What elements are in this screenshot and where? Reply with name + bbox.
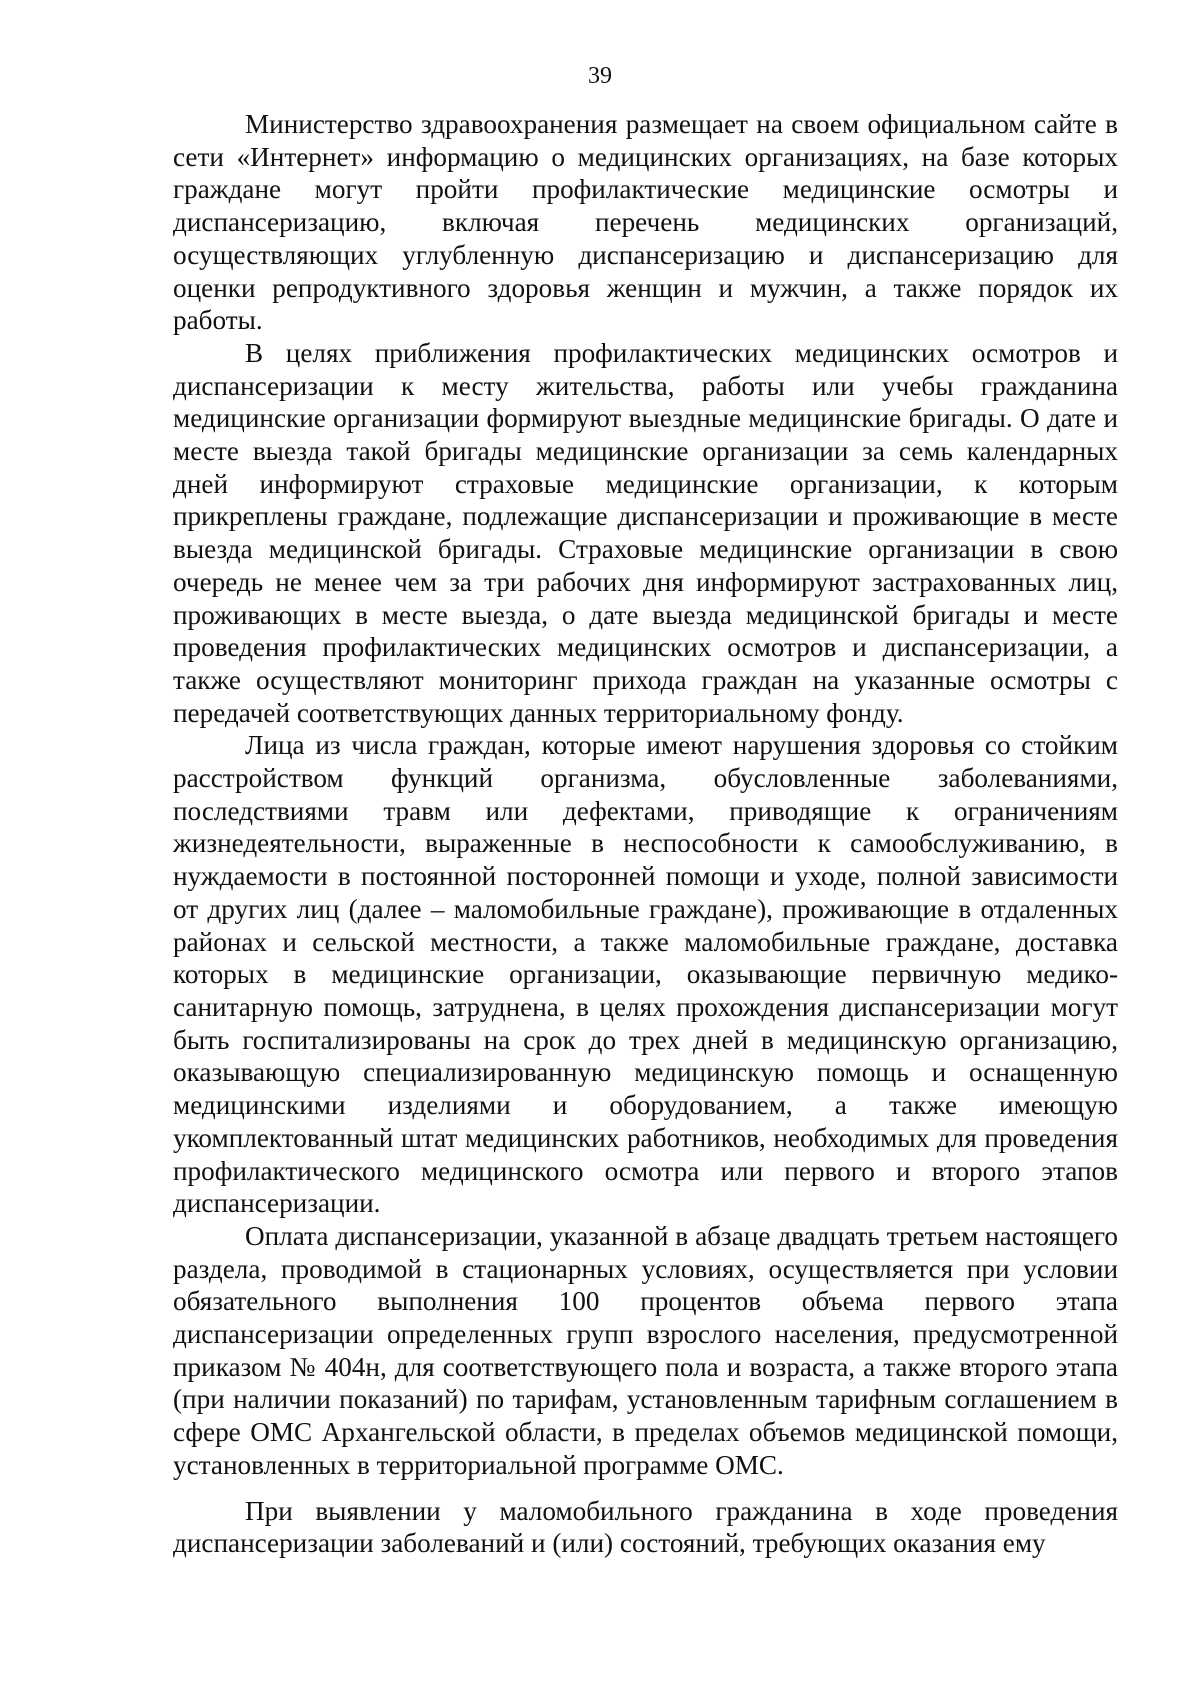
paragraph-detection-conditions: При выявлении у маломобильного гражданина в ходе проведения диспансеризации заболеваний и (или) состояний, требующих оказания ему (173, 1495, 1118, 1559)
paragraph-ministry-website: Министерство здравоохранения размещает на своем официальном сайте в сети «Интернет» информацию о медицинских организациях, на базе которых граждане могут пройти профилактические медицинские осмотры и диспансеризацию, включая перечень медицинских организаций, осуществляющих углубленную диспансеризацию и диспансеризацию для оценки репродуктивного здоровья женщин и мужчин, а также порядок их работы. (173, 109, 1118, 336)
paragraph-payment-conditions: Оплата диспансеризации, указанной в абзаце двадцать третьем настоящего раздела, проводимой в стационарных условиях, осуществляется при условии обязательного выполнения 100 процентов объема первого этапа диспансеризации определенных групп взрослого населения, предусмотренной приказом № 404н, для соответствующего пола и возраста, а также второго этапа (при наличии показаний) по тарифам, установленным тарифным соглашением в сфере ОМС Архангельской области, в пределах объемов медицинской помощи, установленных в территориальной программе ОМС. (173, 1220, 1118, 1480)
paragraph-low-mobility-citizens: Лица из числа граждан, которые имеют нарушения здоровья со стойким расстройством функций организма, обусловленные заболеваниями, последствиями травм или дефектами, приводящие к ограничениям жизнедеятельности, выраженные в неспособности к самообслуживанию, в нуждаемости в постоянной посторонней помощи и уходе, полной зависимости от других лиц (далее – маломобильные граждане), проживающие в отдаленных районах и сельской местности, а также маломобильные граждане, доставка которых в медицинские организации, оказывающие первичную медико-санитарную помощь, затруднена, в целях прохождения диспансеризации могут быть госпитализированы на срок до трех дней в медицинскую организацию, оказывающую специализированную медицинскую помощь и оснащенную медицинскими изделиями и оборудованием, а также имеющую укомплектованный штат медицинских работников, необходимых для проведения профилактического медицинского осмотра или первого и второго этапов диспансеризации. (173, 730, 1118, 1219)
page-number: 39 (588, 63, 612, 89)
paragraph-mobile-brigades: В целях приближения профилактических медицинских осмотров и диспансеризации к месту жительства, работы или учебы гражданина медицинские организации формируют выездные медицинские бригады. О дате и месте выезда такой бригады медицинские организации за семь календарных дней информируют страховые медицинские организации, к которым прикреплены граждане, подлежащие диспансеризации и проживающие в месте выезда медицинской бригады. Страховые медицинские организации в свою очередь не менее чем за три рабочих дня информируют застрахованных лиц, проживающих в месте выезда, о дате выезда медицинской бригады и месте проведения профилактических медицинских осмотров и диспансеризации, а также осуществляют мониторинг прихода граждан на указанные осмотры с передачей соответствующих данных территориальному фонду. (173, 337, 1118, 728)
document-body (173, 108, 1118, 1560)
